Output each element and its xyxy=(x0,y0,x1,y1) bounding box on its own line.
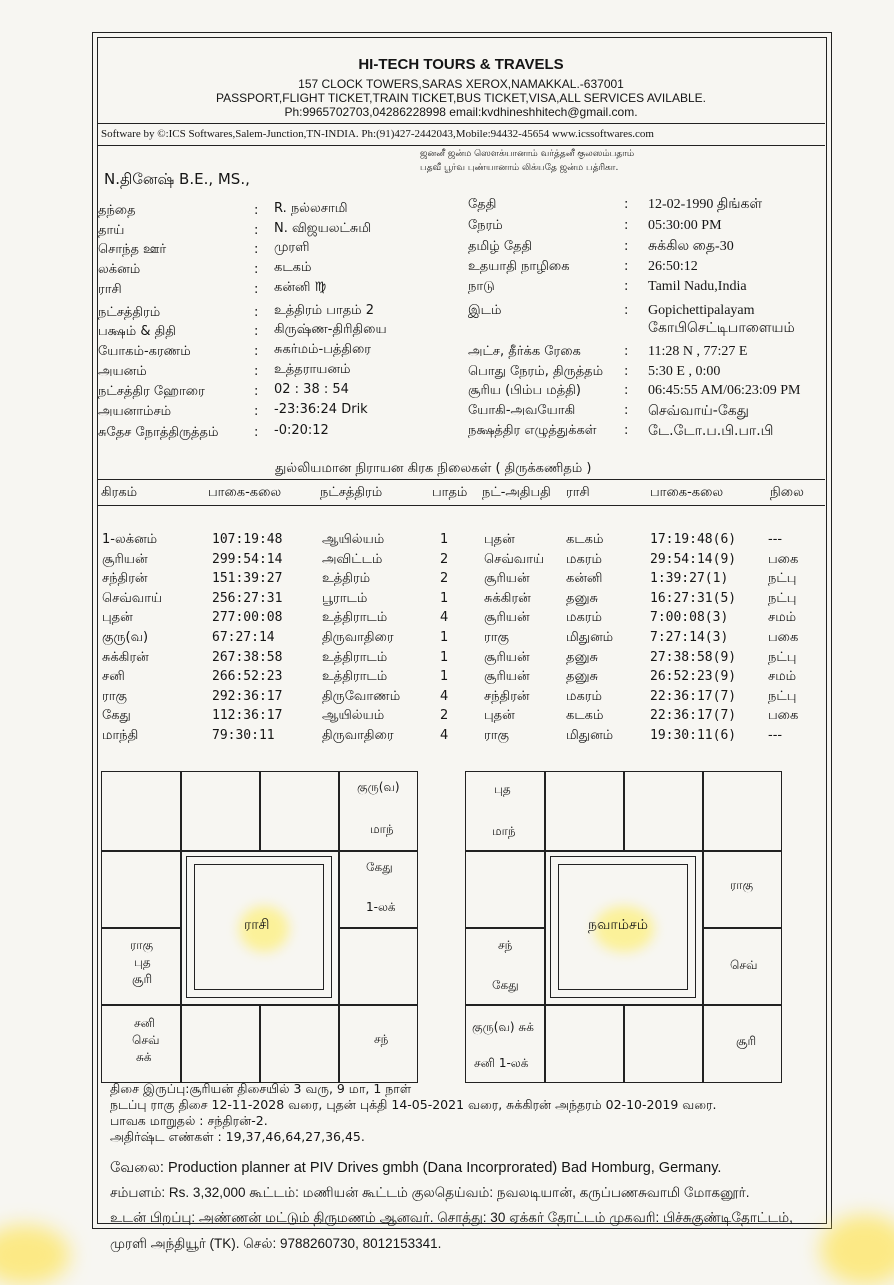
table-cell: 1:39:27(1) xyxy=(650,571,729,587)
colon: : xyxy=(254,242,259,257)
right-detail-value: Tamil Nadu,India xyxy=(648,279,747,294)
table-cell: நட்பு xyxy=(768,571,797,587)
salary-details: சம்பளம்: Rs. 3,32,000 கூட்டம்: மணியன் கூட்டம் குலதெய்வம்: நவலடியான், கருப்பணசுவாமி மோகனூர். xyxy=(110,1185,750,1200)
left-detail-value: R. நல்லசாமி xyxy=(274,201,348,216)
table-cell: நட்பு xyxy=(768,649,797,665)
left-detail-value: கிருஷ்ண-திரிதியை xyxy=(274,322,387,337)
table-cell: சந்திரன் xyxy=(102,571,148,587)
colon: : xyxy=(624,218,629,233)
rasi-cell-lagna: 1-லக் xyxy=(366,900,396,914)
table-cell: செவ்வாய் xyxy=(102,590,163,606)
table-cell: மகரம் xyxy=(566,688,602,704)
table-cell: தனுசு xyxy=(566,649,599,665)
table-cell: 299:54:14 xyxy=(212,551,283,567)
colon: : xyxy=(254,262,259,277)
table-header-cell: கிரகம் xyxy=(101,485,138,500)
colon: : xyxy=(254,223,259,238)
yellow-stain-left xyxy=(0,1225,70,1285)
lucky-numbers: அதிர்ஷ்ட எண்கள் : 19,37,46,64,27,36,45. xyxy=(110,1129,365,1144)
left-detail-label: அயனாம்சம் xyxy=(98,404,172,419)
table-cell: திருவாதிரை xyxy=(322,728,394,743)
rasi-cell-rahu: ராகு xyxy=(130,938,154,952)
table-cell: 256:27:31 xyxy=(212,590,283,606)
table-cell: 277:00:08 xyxy=(212,610,283,626)
left-detail-label: சுதேச நோத்திருத்தம் xyxy=(98,425,219,440)
colon: : xyxy=(254,404,259,419)
colon: : xyxy=(254,305,259,320)
right-detail-label: அட்ச, தீர்க்க ரேகை xyxy=(468,344,581,359)
right-detail-label: தமிழ் தேதி xyxy=(468,239,533,254)
company-name: HI-TECH TOURS & TRAVELS xyxy=(358,56,564,73)
address-details: முரளி அந்தியூர் (TK). செல்: 9788260730, 8012153341. xyxy=(110,1236,442,1251)
left-detail-value: கன்னி ♍ xyxy=(274,280,327,295)
table-cell: 7:00:08(3) xyxy=(650,610,729,626)
right-detail-value: சுக்கில தை-30 xyxy=(648,239,734,254)
left-detail-label: அயனம் xyxy=(98,364,147,379)
left-detail-label: தந்தை xyxy=(98,203,136,218)
table-cell: கடகம் xyxy=(566,532,604,547)
table-cell: 1 xyxy=(440,669,449,685)
company-services: PASSPORT,FLIGHT TICKET,TRAIN TICKET,BUS TICKET,VISA,ALL SERVICES AVILABLE. xyxy=(216,91,706,105)
table-cell: 67:27:14 xyxy=(212,630,275,645)
table-cell: கடகம் xyxy=(566,708,604,724)
rasi-cell-sevvai: செவ் xyxy=(132,1033,160,1047)
navamsa-cell-chandra: சந் xyxy=(498,938,513,952)
colon: : xyxy=(254,344,259,359)
table-cell: உத்திராடம் xyxy=(322,610,388,626)
table-cell: 79:30:11 xyxy=(212,728,275,743)
verse-line-1: ஜனனீ ஜன்ம ஸௌக்யானாம் வர்த்தனீ குலஸம்பதாம் xyxy=(420,149,635,159)
table-cell: கன்னி xyxy=(566,571,603,587)
table-header-cell: பாதம் xyxy=(432,485,468,500)
colon: : xyxy=(624,239,629,254)
table-cell: 112:36:17 xyxy=(212,708,283,724)
table-header-cell: நட்சத்திரம் xyxy=(320,485,383,500)
software-credit: Software by ©:ICS Softwares,Salem-Junction,TN-INDIA. Ph:(91)427-2442043,Mobile:94432-45654 www.icssoftwares.com xyxy=(101,128,654,140)
table-cell: 1 xyxy=(440,532,449,547)
family-details: உடன் பிறப்பு: அண்ணன் மட்டும் திருமணம் ஆனவர். சொத்து: 30 ஏக்கர் தோட்டம் முகவரி: பிச்சுகுண்டிதோட்டம், xyxy=(110,1210,793,1225)
table-header-cell: ராசி xyxy=(566,485,590,500)
rasi-label: ராசி xyxy=(244,917,270,933)
colon: : xyxy=(624,279,629,294)
table-cell: 4 xyxy=(440,728,449,743)
right-detail-label: இடம் xyxy=(468,303,502,318)
table-cell: 1 xyxy=(440,649,449,665)
table-cell: 1-லக்னம் xyxy=(102,532,158,547)
left-detail-value: 02 : 38 : 54 xyxy=(274,382,349,397)
rasi-cell-budh: புத xyxy=(134,955,151,969)
left-detail-label: சொந்த ஊர் xyxy=(98,242,167,257)
navamsa-cell-kethu: கேது xyxy=(492,978,519,992)
colon: : xyxy=(624,423,629,438)
table-header-cell: நட்-அதிபதி xyxy=(482,485,551,500)
table-cell: தனுசு xyxy=(566,669,599,685)
table-cell: 2 xyxy=(440,708,449,724)
table-cell: குரு(வ) xyxy=(102,630,149,645)
table-cell: 1 xyxy=(440,630,449,645)
table-cell: 2 xyxy=(440,551,449,567)
rasi-cell-chandra: சந் xyxy=(374,1032,389,1046)
table-cell: 267:38:58 xyxy=(212,649,283,665)
person-name: N.தினேஷ் B.E., MS., xyxy=(104,170,250,188)
table-cell: 16:27:31(5) xyxy=(650,590,737,606)
left-detail-label: லக்னம் xyxy=(98,262,141,277)
right-detail-value: செவ்வாய்-கேது xyxy=(648,403,749,419)
right-detail-label: நாடு xyxy=(468,279,495,294)
right-detail-value: 5:30 E , 0:00 xyxy=(648,364,721,379)
navamsa-label: நவாம்சம் xyxy=(588,917,648,933)
right-detail-value: Gopichettipalayam xyxy=(648,303,755,318)
table-cell: 29:54:14(9) xyxy=(650,551,737,567)
right-detail-value: 05:30:00 PM xyxy=(648,218,722,233)
table-cell: --- xyxy=(768,728,783,743)
colon: : xyxy=(254,364,259,379)
job-details: வேலை: Production planner at PIV Drives gmbh (Dana Incorprorated) Bad Homburg, Germany. xyxy=(110,1160,722,1176)
table-cell: செவ்வாய் xyxy=(484,551,545,567)
table-cell: புதன் xyxy=(484,708,515,724)
colon: : xyxy=(624,344,629,359)
table-cell: --- xyxy=(768,532,783,547)
company-address: 157 CLOCK TOWERS,SARAS XEROX,NAMAKKAL.-637001 xyxy=(298,77,624,91)
table-cell: சமம் xyxy=(768,610,797,626)
right-detail-label: சூரிய (பிம்ப மத்தி) xyxy=(468,383,581,398)
right-detail-value: 11:28 N , 77:27 E xyxy=(648,344,748,359)
left-detail-value: உத்திரம் பாதம் 2 xyxy=(274,303,375,318)
table-cell: 107:19:48 xyxy=(212,532,283,547)
table-cell: சூரியன் xyxy=(484,610,530,626)
colon: : xyxy=(254,384,259,399)
table-cell: சுக்கிரன் xyxy=(484,590,531,606)
table-cell: பகை xyxy=(768,708,799,724)
table-cell: நட்பு xyxy=(768,688,797,704)
table-cell: சூரியன் xyxy=(484,571,530,587)
right-detail-label: உதயாதி நாழிகை xyxy=(468,259,570,274)
table-cell: ஆயில்யம் xyxy=(322,708,385,724)
table-cell: 2 xyxy=(440,571,449,587)
navamsa-cell-surya: சூரி xyxy=(736,1034,757,1048)
table-cell: சூரியன் xyxy=(484,649,530,665)
table-cell: ராகு xyxy=(484,630,509,645)
colon: : xyxy=(254,324,259,339)
table-cell: உத்திரம் xyxy=(322,571,371,587)
table-cell: கேது xyxy=(102,708,131,724)
table-cell: மாந்தி xyxy=(102,728,139,743)
right-detail-value: 06:45:55 AM/06:23:09 PM xyxy=(648,383,801,398)
right-detail-label: தேதி xyxy=(468,197,497,212)
colon: : xyxy=(624,403,629,418)
table-cell: 7:27:14(3) xyxy=(650,630,729,645)
table-cell: திருவாதிரை xyxy=(322,630,394,645)
table-cell: சூரியன் xyxy=(484,669,530,685)
header-divider xyxy=(97,123,825,124)
navamsa-cell-rahu: ராகு xyxy=(730,878,754,892)
table-cell: 292:36:17 xyxy=(212,688,283,704)
table-cell: 151:39:27 xyxy=(212,571,283,587)
colon: : xyxy=(624,364,629,379)
table-cell: ஆயில்யம் xyxy=(322,532,385,547)
table-cell: 4 xyxy=(440,610,449,626)
left-detail-label: நட்சத்திரம் xyxy=(98,305,161,320)
company-contact: Ph:9965702703,04286228998 email:kvdhineshhitech@gmail.com. xyxy=(284,105,638,119)
left-detail-label: ராசி xyxy=(98,282,122,297)
table-cell: சனி xyxy=(102,669,125,685)
table-cell: 27:38:58(9) xyxy=(650,649,737,665)
colon: : xyxy=(254,203,259,218)
rasi-cell-surya: சூரி xyxy=(132,972,153,986)
planet-table-title: துல்லியமான நிராயன கிரக நிலைகள் ( திருக்கணிதம் ) xyxy=(275,461,592,476)
table-cell: உத்திராடம் xyxy=(322,669,388,685)
table-cell: மிதுனம் xyxy=(566,630,614,645)
table-cell: சுக்கிரன் xyxy=(102,649,149,665)
right-detail-label: நேரம் xyxy=(468,218,503,233)
navamsa-chart xyxy=(465,771,782,1083)
right-detail-value: கோபிசெட்டிபாளையம் xyxy=(648,320,795,336)
table-cell: ராகு xyxy=(484,728,509,743)
verse-line-2: பதவீ பூர்வ புண்யானாம் லிக்யதே ஜன்ம பத்ரிகா. xyxy=(420,163,619,173)
navamsa-cell-sani-lagna: சனி 1-லக் xyxy=(474,1056,529,1070)
left-detail-label: தாய் xyxy=(98,223,125,238)
rasi-cell-manthi: மாந் xyxy=(370,822,394,836)
table-cell: 19:30:11(6) xyxy=(650,728,737,743)
colon: : xyxy=(624,303,629,318)
table-cell: 4 xyxy=(440,688,449,704)
left-detail-value: முரளி xyxy=(274,240,310,255)
colon: : xyxy=(254,282,259,297)
software-divider xyxy=(97,145,825,146)
table-cell: சூரியன் xyxy=(102,551,148,567)
colon: : xyxy=(254,425,259,440)
right-detail-value: 26:50:12 xyxy=(648,259,698,274)
table-cell: 22:36:17(7) xyxy=(650,688,737,704)
right-detail-value: டே.டோ.ப.பி.பா.பி xyxy=(648,423,774,439)
table-cell: 266:52:23 xyxy=(212,669,283,685)
table-cell: நட்பு xyxy=(768,590,797,606)
table-cell: 26:52:23(9) xyxy=(650,669,737,685)
table-cell: மிதுனம் xyxy=(566,728,614,743)
bhava-change: பாவக மாறுதல் : சந்திரன்-2. xyxy=(110,1113,268,1128)
right-detail-label: நக்ஷத்திர எழுத்துக்கள் xyxy=(468,423,597,438)
right-detail-value: 12-02-1990 திங்கள் xyxy=(648,197,763,212)
left-detail-value: சுகர்மம்-பத்திரை xyxy=(274,342,372,357)
rasi-cell-sukra: சுக் xyxy=(136,1050,152,1064)
colon: : xyxy=(624,259,629,274)
left-detail-value: -23:36:24 Drik xyxy=(274,402,368,417)
table-cell: திருவோணம் xyxy=(322,688,401,704)
table-cell: 1 xyxy=(440,590,449,606)
table-cell: உத்திராடம் xyxy=(322,649,388,665)
left-detail-value: -0:20:12 xyxy=(274,423,329,438)
colon: : xyxy=(624,197,629,212)
table-header-cell: பாகை-கலை xyxy=(208,485,282,500)
table-header-rule xyxy=(97,505,825,506)
table-cell: மகரம் xyxy=(566,551,602,567)
table-cell: மகரம் xyxy=(566,610,602,626)
table-cell: பகை xyxy=(768,630,799,645)
table-top-rule xyxy=(97,479,825,480)
navamsa-cell-sevvai: செவ் xyxy=(730,958,758,972)
rasi-cell-guru: குரு(வ) xyxy=(357,780,400,794)
table-cell: அவிட்டம் xyxy=(322,551,383,567)
left-detail-label: யோகம்-கரணம் xyxy=(98,344,191,359)
rasi-cell-sani: சனி xyxy=(134,1016,155,1030)
table-header-cell: நிலை xyxy=(770,485,804,500)
right-detail-label: பொது நேரம், திருத்தம் xyxy=(468,364,604,379)
table-cell: சமம் xyxy=(768,669,797,685)
colon: : xyxy=(624,383,629,398)
rasi-cell-kethu: கேது xyxy=(366,860,393,874)
navamsa-cell-manthi: மாந் xyxy=(492,824,516,838)
table-cell: ராகு xyxy=(102,688,127,704)
left-detail-value: உத்தராயனம் xyxy=(274,362,351,377)
navamsa-cell-guru-sukra: குரு(வ) சுக் xyxy=(472,1020,534,1034)
table-cell: தனுசு xyxy=(566,590,599,606)
table-cell: 17:19:48(6) xyxy=(650,532,737,547)
left-detail-label: நட்சத்திர ஹோரை xyxy=(98,384,205,399)
table-cell: சந்திரன் xyxy=(484,688,530,704)
rasi-chart xyxy=(101,771,418,1083)
table-header-cell: பாகை-கலை xyxy=(650,485,724,500)
left-detail-value: N. விஜயலட்சுமி xyxy=(274,221,372,236)
dasa-balance: திசை இருப்பு:சூரியன் திசையில் 3 வரு, 9 மா, 1 நாள் xyxy=(110,1081,412,1096)
current-dasa: நடப்பு ராகு திசை 12-11-2028 வரை, புதன் புக்தி 14-05-2021 வரை, சுக்கிரன் அந்தரம் 02-10-2019 வரை. xyxy=(110,1097,717,1112)
navamsa-cell-budh: புத xyxy=(494,782,511,796)
table-cell: பகை xyxy=(768,551,799,567)
table-cell: 22:36:17(7) xyxy=(650,708,737,724)
left-detail-value: கடகம் xyxy=(274,260,312,275)
table-cell: புதன் xyxy=(484,532,515,547)
yellow-stain-right xyxy=(820,1215,894,1285)
left-detail-label: பக்ஷம் & திதி xyxy=(98,324,176,339)
right-detail-label: யோகி-அவயோகி xyxy=(468,403,576,418)
table-cell: பூராடம் xyxy=(322,590,368,606)
table-cell: புதன் xyxy=(102,610,133,626)
